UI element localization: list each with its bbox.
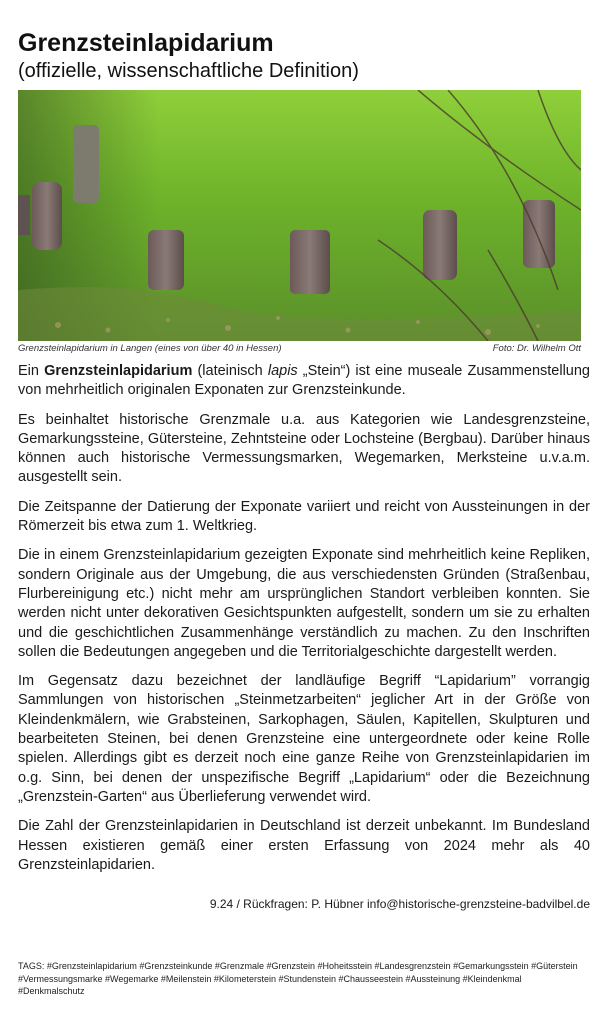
p1-text-c: „Stein“) ist eine museale Zusammenstellung von mehrheitlich originalen Exponaten zur Grenzsteinkunde. <box>18 363 590 399</box>
paragraph-5: Im Gegensatz dazu bezeichnet der landläufige Begriff “Lapidarium” vorrangig Sammlungen von historischen „Steinmetzarbeiten“ jeglicher Art in der Größe von Kleindenkmälern, wie Grabsteinen, Sarkophagen, Säulen, Kapitellen, Skulpturen und bearbeiteten Steinen, bei denen Grenzsteine eine untergeordnete oder keine Rolle spielen. Allerdings gibt es derzeit noch eine ganze Reihe von Grenzsteinlapidarien im o.g. Sinn, bei denen der unspezifische Begriff „Lapidarium“ oder die Bezeichnung „Grenzstein-Garten“ aus Überlieferung verwendet wird. <box>18 673 590 805</box>
paragraph-2: Es beinhaltet historische Grenzmale u.a. aus Kategorien wie Landesgrenzsteine, Gemarkungssteine, Gütersteine, Zehntsteine oder Lochsteine (Bergbau). Darüber hinaus können auch historische Vermessungsmarken, Wegemarken, Merksteine u.v.a.m. ausgestellt sein. <box>18 411 590 486</box>
contact-credit: 9.24 / Rückfragen: P. Hübner info@historische-grenzsteine-badvilbel.de <box>209 897 590 912</box>
lapidarium-photo <box>18 90 581 341</box>
p1-italic-term: lapis <box>267 363 298 379</box>
article-body <box>18 362 590 875</box>
photo-caption-text: Grenzsteinlapidarium in Langen (eines von über 40 in Hessen) <box>18 343 282 354</box>
paragraph-6: Die Zahl der Grenzsteinlapidarien in Deutschland ist derzeit unbekannt. Im Bundesland Hessen existieren gemäß einer ersten Erfassung von 2024 mehr als 40 Grenzsteinlapidarien. <box>18 818 590 873</box>
photo-credit: Foto: Dr. Wilhelm Ott <box>492 343 581 354</box>
page-title: Grenzsteinlapidarium <box>18 29 274 57</box>
paragraph-4: Die in einem Grenzsteinlapidarium gezeigten Exponate sind mehrheitlich keine Repliken, sondern Originale aus der Umgebung, die aus verschiedensten Gründen (Straßenbau, Flurbereinigung etc.) nicht mehr am ursprünglichen Standort verbleiben konnten. Sie werden nicht unter dekorativen Gesichtspunkten aufgestellt, sondern um sie zu erhalten und die geschichtlichen Zusammenhänge verständlich zu machen. Zu den Inschriften sollen die Bedeutungen angegeben und die Territorialgeschichte dargestellt werden. <box>18 547 590 660</box>
page-subtitle: (offizielle, wissenschaftliche Definition) <box>18 60 359 82</box>
paragraph-3: Die Zeitspanne der Datierung der Exponate variiert und reicht von Aussteinungen in der Römerzeit bis etwa zum 1. Weltkrieg. <box>18 498 590 535</box>
p1-text-b: (lateinisch <box>192 363 268 379</box>
photo-caption <box>18 343 581 354</box>
p1-bold-term: Grenzsteinlapidarium <box>44 363 193 379</box>
tags-line: TAGS: #Grenzsteinlapidarium #Grenzsteinkunde #Grenzmale #Grenzstein #Hoheitsstein #Landesgrenzstein #Gemarkungsstein #Güterstein #Vermessungsmarke #Wegemarke #Meilenstein #Kilometerstein #Stundenstein #Chausseestein #Aussteinung #Kleindenkmal #Denkmalschutz <box>18 961 578 996</box>
paragraph-1 <box>18 362 590 401</box>
p1-text-a: Ein <box>18 363 45 379</box>
document-page <box>18 28 590 911</box>
